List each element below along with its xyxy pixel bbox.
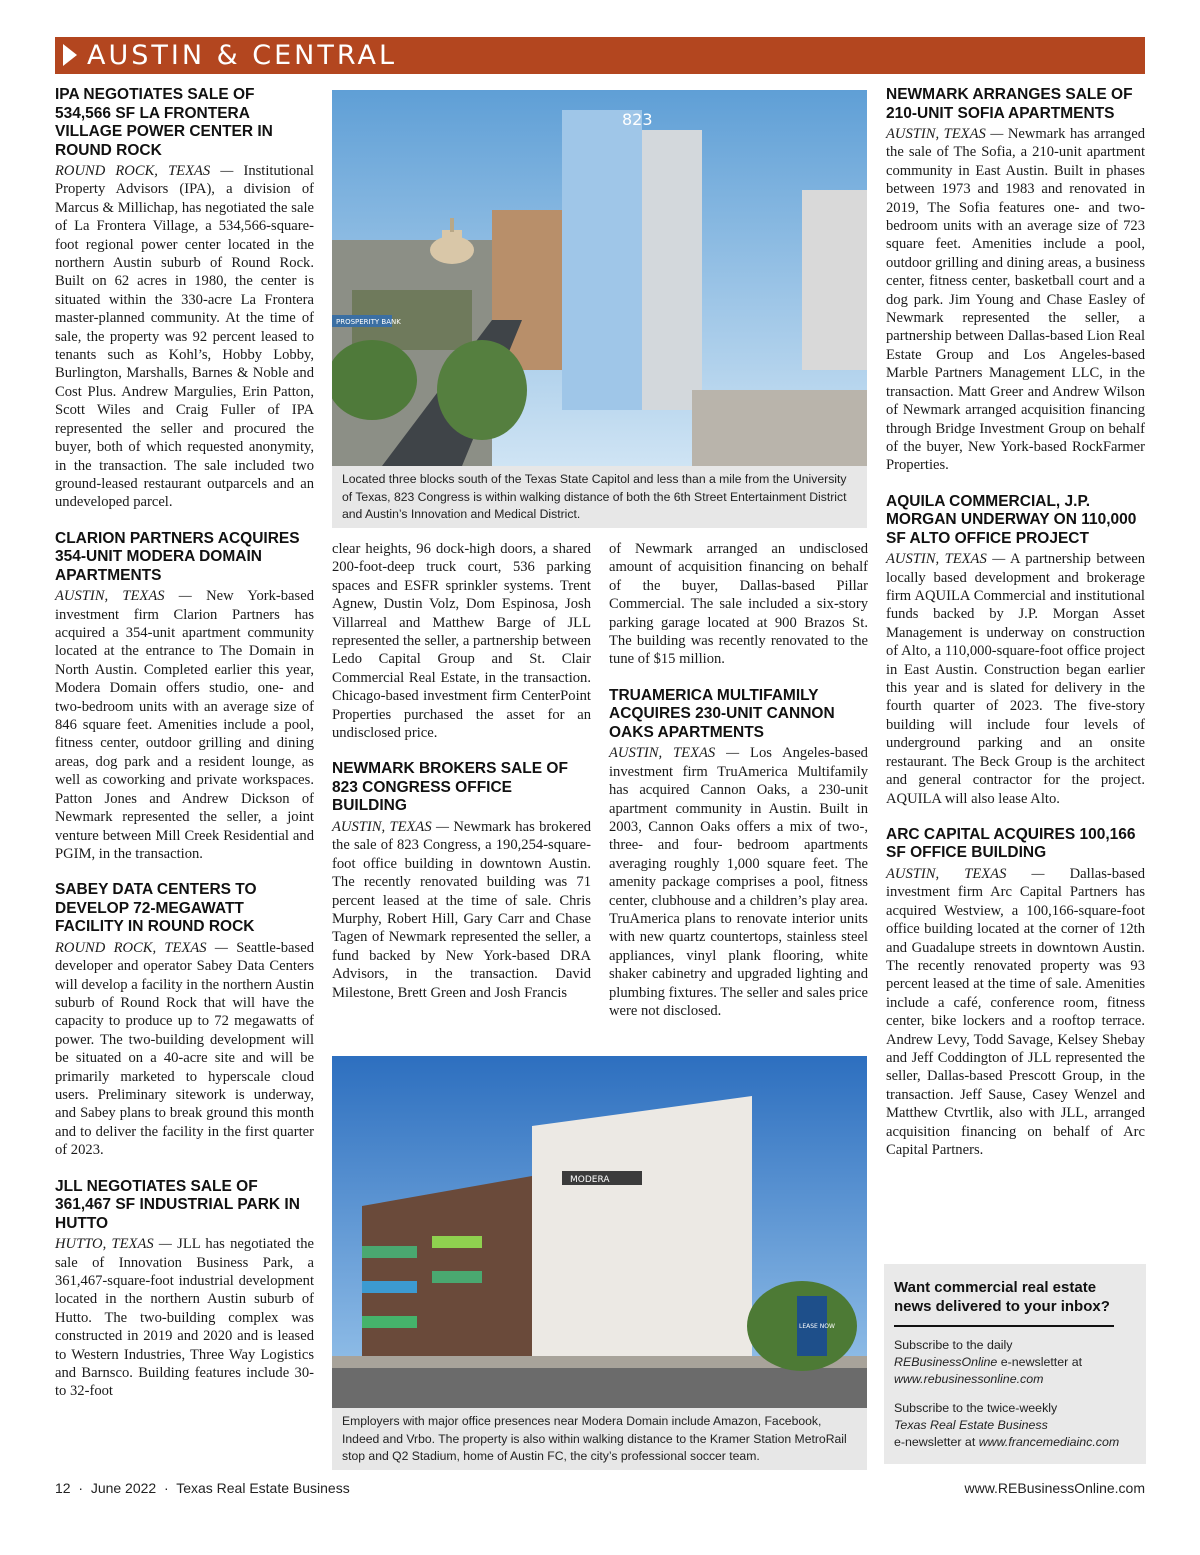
promo-divider	[894, 1325, 1114, 1327]
triangle-arrow-icon	[63, 44, 77, 66]
photo-823-congress	[332, 90, 867, 466]
article-sabey	[55, 881, 314, 1159]
dateline: HUTTO, TEXAS —	[55, 1236, 172, 1253]
bank-sign: PROSPERITY BANK	[336, 318, 401, 326]
article-jll-continued	[332, 540, 591, 742]
article-ipa	[55, 86, 314, 512]
article-body: clear heights, 96 dock-high doors, a shared 200-foot-deep truck court, 536 parking spaces and ESFR sprinkler systems. Trent Agnew, Dustin Volz, Dom Espinosa, Josh Villarreal and Matthew Barge of JLL represented the seller, a partnership between Ledo Capital Group and St. Clair Commercial Real Estate, in the transaction. Chicago-based investment firm CenterPoint Properties purchased the asset for an undisclosed price.	[332, 541, 591, 742]
promo-daily-name: REBusinessOnline	[894, 1355, 998, 1369]
promo-daily	[894, 1337, 1136, 1388]
modera-sign: MODERA	[570, 1175, 610, 1185]
article-body: Institutional Property Advisors (IPA), a division of Marcus & Millichap, has negotiated the sale of La Frontera Village, a 534,566-square-foot regional power center located in the northern Austin suburb of Round Rock. Built on 62 acres in 1980, the center is situated within the 330-acre La Frontera master-planned community. At the time of sale, the property was 92 percent leased to tenants such as Kohl’s, Hobby Lobby, Burlington, Marshalls, Barnes & Noble and Cost Plus. Andrew Margulies, Erin Patton, Scott Wiles and Craig Fuller of IPA represented the seller and procured the buyer, both of which requested anonymity, in the transaction. The sale included two ground-leased restaurant outparcels and an undeveloped parcel.	[55, 163, 314, 511]
article-headline: SABEY DATA CENTERS TO DEVELOP 72-MEGAWATT FACILITY IN ROUND ROCK	[55, 881, 257, 936]
caption-text: Located three blocks south of the Texas State Capitol and less than a mile from the University of Texas, 823 Congress is within walking distance of both the 6th Street Entertainment District and Austin’s Innovation and Medical District.	[342, 472, 847, 521]
lease-sign: LEASE NOW	[799, 1323, 835, 1330]
promo-weekly-tail: e-newsletter at	[894, 1435, 976, 1449]
footer-url[interactable]: www.REBusinessOnline.com	[964, 1480, 1145, 1496]
article-headline: CLARION PARTNERS ACQUIRES 354-UNIT MODERA DOMAIN APARTMENTS	[55, 529, 300, 584]
dateline: ROUND ROCK, TEXAS —	[55, 163, 234, 179]
apartment-illustration	[332, 1056, 867, 1408]
article-congress	[332, 760, 591, 1002]
column-3	[609, 540, 868, 1038]
photo-caption	[332, 1408, 867, 1470]
page-number: 12	[55, 1480, 71, 1496]
article-body: Los Angeles-based investment firm TruAmerica Multifamily has acquired Cannon Oaks, a 230-unit apartment community in Austin. Built in 2003, Cannon Oaks offers a mix of two-, three- and four- bedroom apartments averaging roughly 1,000 square feet. The amenity package comprises a pool, fitness center, clubhouse and a children’s play area. TruAmerica plans to renovate interior units with new quartz countertops, stainless steel appliances, vinyl plank flooring, white shaker cabinetry and upgraded lighting and plumbing fixtures. The seller and sales price were not disclosed.	[609, 745, 868, 1020]
dateline: AUSTIN, TEXAS —	[609, 745, 740, 762]
promo-weekly	[894, 1400, 1136, 1451]
article-body: Dallas-based investment firm Arc Capital Partners has acquired Westview, a 100,166-square-foot office building located at the corner of 12th and Guadalupe streets in downtown Austin. The recently renovated property was 93 percent leased at the time of sale. Amenities include a café, conference room, fitness center, bike lockers and a rooftop terrace. Andrew Levy, Todd Savage, Kelsey Shebay and Jeff Coddington of JLL represented the seller, Dallas-based Prescott Group, in the transaction. Jeff Sause, Casey Wenzel and Matthew Ctvrtlik, also with JLL, arranged acquisition financing on behalf of Arc Capital Partners.	[886, 865, 1145, 1158]
section-banner	[55, 37, 1145, 74]
dateline: AUSTIN, TEXAS —	[886, 865, 1045, 882]
article-congress-continued	[609, 540, 868, 669]
article-headline: AQUILA COMMERCIAL, J.P. MORGAN UNDERWAY ON 110,000 SF ALTO OFFICE PROJECT	[886, 492, 1137, 547]
section-title: AUSTIN & CENTRAL	[87, 40, 398, 71]
article-headline: JLL NEGOTIATES SALE OF 361,467 SF INDUSTRIAL PARK IN HUTTO	[55, 1177, 300, 1232]
article-arc	[886, 826, 1145, 1160]
article-aquila	[886, 493, 1145, 808]
photo-caption	[332, 466, 867, 528]
tower-illustration	[332, 90, 867, 466]
article-headline: ARC CAPITAL ACQUIRES 100,166 SF OFFICE BUILDING	[886, 825, 1136, 862]
dateline: AUSTIN, TEXAS —	[886, 551, 1006, 568]
issue-date: June 2022	[90, 1480, 157, 1496]
article-headline: IPA NEGOTIATES SALE OF 534,566 SF LA FRONTERA VILLAGE POWER CENTER IN ROUND ROCK	[55, 86, 273, 159]
article-body: of Newmark arranged an undisclosed amount of acquisition financing on behalf of the buyer, Dallas-based Pillar Commercial. The sale included a six-story parking garage located at 900 Brazos St. The building was recently renovated to the tune of $15 million.	[609, 541, 868, 668]
promo-daily-lead: Subscribe to the daily	[894, 1338, 1013, 1352]
dateline: AUSTIN, TEXAS —	[886, 126, 1004, 142]
tower-sign-823: 823	[622, 110, 653, 129]
article-truamerica	[609, 687, 868, 1021]
footer-left: 12 · June 2022 · Texas Real Estate Business	[55, 1480, 350, 1496]
article-body: Newmark has brokered the sale of 823 Congress, a 190,254-square-foot office building in downtown Austin. The recently renovated building was 71 percent leased at the time of sale. Chris Murphy, Robert Hill, Gary Carr and Chase Tagen of Newmark represented the seller, a fund backed by New York-based DRA Advisors, in the transaction. David Milestone, Brett Green and Josh Francis	[332, 818, 592, 1001]
article-body: Newmark has arranged the sale of The Sofia, a 210-unit apartment community in East Austin. Built in phases between 1973 and 1983 and renovated in 2019, The Sofia features one- and two-bedroom units with an average size of 723 square feet. Amenities include a pool, outdoor grilling and dining areas, a business center, fitness center, basketball court and a dog park. Jim Young and Chase Easley of Newmark represented the seller, a partnership between Dallas-based Lion Real Estate Group and Los Angeles-based Marble Partners Management LLC, in the transaction. Matt Greer and Andrew Wilson of Newmark arranged acquisition financing through Bridge Investment Group on behalf of the buyer, New York-based RockFarmer Properties.	[886, 126, 1145, 474]
article-body: JLL has negotiated the sale of Innovation Business Park, a 361,467-square-foot industrial development located in the northern Austin suburb of Hutto. The two-building complex was constructed in 2019 and 2020 and is leased to Western Industries, Three Way Logistics and Barnsco. Building features include 30- to 32-foot	[55, 1236, 314, 1400]
promo-weekly-url[interactable]: www.francemediainc.com	[978, 1435, 1120, 1449]
promo-daily-tail: e-newsletter at	[1000, 1355, 1083, 1369]
publication-name: Texas Real Estate Business	[176, 1480, 350, 1496]
article-body: Seattle-based developer and operator Sabey Data Centers will develop a facility in the northern Austin suburb of Round Rock that will have the capacity to produce up to 72 megawatts of power. The two-building development will be situated on a 40-acre site and will be primarily marketed to hyperscale cloud users. Preliminary sitework is underway, and Sabey plans to break ground this month and to deliver the facility in the first quarter of 2023.	[55, 939, 314, 1159]
article-headline: NEWMARK ARRANGES SALE OF 210-UNIT SOFIA APARTMENTS	[886, 86, 1133, 122]
dateline: ROUND ROCK, TEXAS —	[55, 939, 228, 956]
promo-headline: Want commercial real estate news delivered to your inbox?	[894, 1279, 1110, 1315]
article-clarion	[55, 530, 314, 864]
dateline: AUSTIN, TEXAS —	[332, 818, 449, 835]
article-headline: NEWMARK BROKERS SALE OF 823 CONGRESS OFFICE BUILDING	[332, 760, 568, 815]
article-body: A partnership between locally based development and brokerage firm AQUILA Commercial and institutional funds backed by J.P. Morgan Asset Management is underway on construction of Alto, a 110,000-square-foot office project in East Austin. Construction began earlier this year and is slated for delivery in the fourth quarter of 2023. The five-story building will include four levels of underground parking and an onsite restaurant. The Beck Group is the architect and general contractor for the project. AQUILA will also lease Alto.	[886, 551, 1145, 807]
article-sofia	[886, 86, 1145, 475]
newsletter-promo	[884, 1264, 1146, 1464]
photo-modera-domain	[332, 1056, 867, 1408]
promo-daily-url[interactable]: www.rebusinessonline.com	[894, 1372, 1044, 1386]
article-headline: TRUAMERICA MULTIFAMILY ACQUIRES 230-UNIT CANNON OAKS APARTMENTS	[609, 686, 835, 741]
column-1	[55, 86, 314, 1419]
article-body: New York-based investment firm Clarion Partners has acquired a 354-unit apartment community located at the entrance to The Domain in North Austin. Completed earlier this year, Modera Domain offers studio, one- and two-bedroom units with an average size of 846 square feet. Amenities include a pool, fitness center, outdoor grilling and dining areas, dog park and a resident lounge, as well as coworking and private workspaces. Patton Jones and Andrew Dickson of Newmark represented the seller, a joint venture between Mill Creek Residential and PGIM, in the transaction.	[55, 588, 314, 862]
promo-weekly-lead: Subscribe to the twice-weekly	[894, 1401, 1058, 1415]
column-4	[886, 86, 1145, 1177]
article-jll	[55, 1178, 314, 1401]
caption-text: Employers with major office presences near Modera Domain include Amazon, Facebook, Indeed and Vrbo. The property is also within walking distance to the Kramer Station MetroRail stop and Q2 Stadium, home of Austin FC, the city’s professional soccer team.	[342, 1414, 847, 1463]
dateline: AUSTIN, TEXAS —	[55, 588, 192, 605]
promo-weekly-name: Texas Real Estate Business	[894, 1418, 1048, 1432]
column-2	[332, 540, 591, 1020]
